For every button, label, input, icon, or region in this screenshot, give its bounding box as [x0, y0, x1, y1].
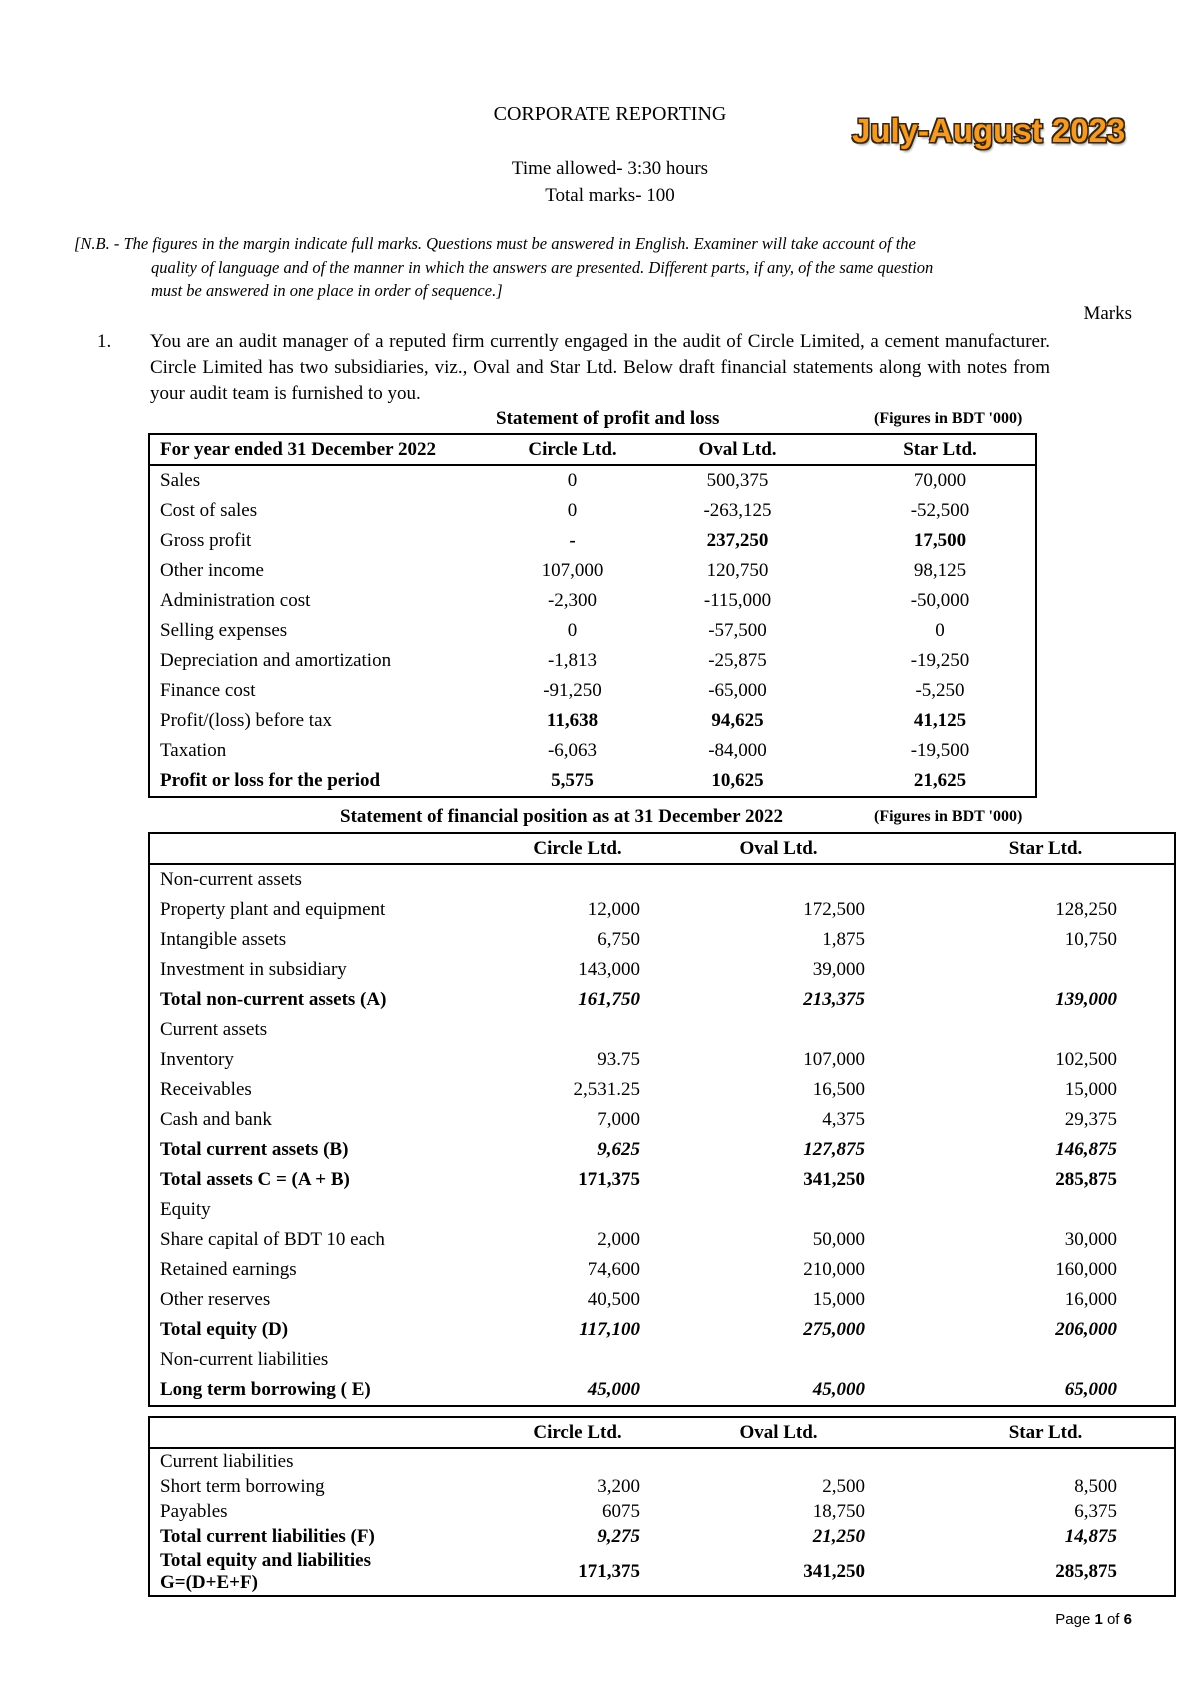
table-row — [149, 1524, 1175, 1549]
row-label: Taxation — [160, 740, 227, 761]
cell-value: -50,000 — [910, 590, 970, 611]
cell-value: 39,000 — [812, 959, 865, 980]
table-row — [149, 985, 1175, 1015]
row-label: Selling expenses — [160, 620, 288, 641]
page-total: 6 — [1123, 1611, 1132, 1628]
cell-value — [515, 1195, 640, 1225]
cell-value — [917, 1345, 1175, 1375]
table-row — [149, 706, 1036, 736]
cell-value: 0 — [567, 470, 578, 491]
cell-value: 93.75 — [597, 1049, 640, 1070]
row-label: Retained earnings — [160, 1259, 297, 1280]
cell-value — [917, 1015, 1175, 1045]
cell-value: -115,000 — [703, 590, 772, 611]
table-row — [149, 556, 1036, 586]
column-header: Star Ltd. — [917, 833, 1175, 864]
cell-value: 41,125 — [913, 710, 967, 731]
row-label: Receivables — [160, 1079, 252, 1100]
page-footer — [1055, 1611, 1132, 1628]
cell-value: -6,063 — [547, 740, 598, 761]
row-label: Short term borrowing — [160, 1475, 325, 1497]
row-label: Intangible assets — [160, 929, 287, 950]
cell-value: 10,625 — [711, 770, 764, 791]
page-prefix: Page — [1055, 1611, 1095, 1628]
cell-value: 74,600 — [587, 1259, 640, 1280]
cell-value: 17,500 — [913, 530, 967, 551]
cell-value: -1,813 — [547, 650, 598, 671]
cell-value: 285,875 — [1055, 1561, 1117, 1582]
question-text: You are an audit manager of a reputed firm currently engaged in the audit of Circle Limited, a cement manufacturer. Circle Limited has two subsidiaries, viz., Oval and Star Ltd. Below draft financial statements along with notes from your audit team is furnished to you. — [150, 331, 1050, 404]
table-row — [149, 1448, 1175, 1474]
cell-value: 6,750 — [597, 929, 640, 950]
instructions-note — [74, 232, 1134, 303]
cell-value — [515, 1015, 640, 1045]
row-label: Profit/(loss) before tax — [160, 710, 333, 731]
row-label: Current liabilities — [160, 1450, 294, 1472]
note-line-1: [N.B. - The figures in the margin indicate full marks. Questions must be answered in English. Examiner will take account of the — [74, 234, 916, 253]
cell-value — [640, 1448, 917, 1474]
cell-value: -65,000 — [708, 680, 767, 701]
table-row — [149, 1225, 1175, 1255]
row-label: Depreciation and amortization — [160, 650, 392, 671]
table-row — [149, 1105, 1175, 1135]
table-row — [149, 1195, 1175, 1225]
cell-value: 213,375 — [803, 989, 865, 1010]
row-label: Investment in subsidiary — [160, 959, 347, 980]
row-label: Current assets — [160, 1019, 268, 1040]
row-label: Total current assets (B) — [160, 1139, 349, 1160]
cell-value: 117,100 — [579, 1319, 640, 1340]
cell-value — [515, 1448, 640, 1474]
cell-value — [640, 864, 917, 895]
table-row — [149, 766, 1036, 797]
table-row — [149, 1375, 1175, 1406]
cell-value: 65,000 — [1064, 1379, 1117, 1400]
cell-value — [515, 864, 640, 895]
row-label: Inventory — [160, 1049, 234, 1070]
cell-value: 45,000 — [587, 1379, 640, 1400]
row-label: Other reserves — [160, 1289, 271, 1310]
cell-value: -2,300 — [547, 590, 598, 611]
table-row — [149, 1474, 1175, 1499]
time-allowed: Time allowed- 3:30 hours — [511, 158, 709, 179]
row-label: Total equity (D) — [160, 1319, 289, 1340]
cell-value: 210,000 — [803, 1259, 865, 1280]
cell-value: 40,500 — [587, 1289, 640, 1310]
cell-value: 2,000 — [597, 1229, 640, 1250]
table-row — [149, 1315, 1175, 1345]
cell-value: -91,250 — [543, 680, 602, 701]
table-row — [149, 1285, 1175, 1315]
cell-value: 139,000 — [1055, 989, 1117, 1010]
cell-value: 70,000 — [913, 470, 967, 491]
cell-value: 29,375 — [1064, 1109, 1117, 1130]
session-badge: July-August 2023 — [852, 112, 1126, 149]
pl-caption: Statement of profit and loss — [496, 408, 720, 429]
cell-value: 21,250 — [812, 1525, 865, 1547]
row-label: Finance cost — [160, 680, 256, 701]
row-label: Administration cost — [160, 590, 311, 611]
exam-info — [0, 155, 1200, 209]
column-header: Circle Ltd. — [515, 434, 630, 465]
row-label: Cost of sales — [160, 500, 258, 521]
row-label: Payables — [160, 1500, 228, 1522]
cell-value: -263,125 — [703, 500, 772, 521]
table-header-row — [149, 833, 1175, 864]
table-row — [149, 1549, 1175, 1596]
note-line-2: quality of language and of the manner in which the answers are presented. Different parts, if any, of the same question — [151, 257, 934, 277]
table-row — [149, 526, 1036, 556]
pl-unit-note: (Figures in BDT '000) — [874, 410, 1023, 427]
cell-value: 146,875 — [1055, 1139, 1117, 1160]
cell-value: 275,000 — [803, 1319, 865, 1340]
column-header — [149, 1417, 515, 1448]
row-label: Property plant and equipment — [160, 899, 386, 920]
table-row — [149, 586, 1036, 616]
row-label: Other income — [160, 560, 264, 581]
cell-value: 206,000 — [1055, 1319, 1117, 1340]
table-row — [149, 925, 1175, 955]
cell-value: 143,000 — [578, 959, 640, 980]
cell-value: 4,375 — [822, 1109, 865, 1130]
table-row — [149, 676, 1036, 706]
column-header: Oval Ltd. — [630, 434, 845, 465]
table-row — [149, 895, 1175, 925]
row-label: Cash and bank — [160, 1109, 272, 1130]
table-row — [149, 1165, 1175, 1195]
cell-value: 107,000 — [541, 560, 604, 581]
cell-value: -57,500 — [708, 620, 767, 641]
row-label: Total non-current assets (A) — [160, 989, 387, 1010]
cell-value: 171,375 — [578, 1169, 640, 1190]
cell-value — [640, 1195, 917, 1225]
cell-value: 2,500 — [822, 1475, 865, 1497]
table-row — [149, 1135, 1175, 1165]
cell-value: 16,000 — [1064, 1289, 1117, 1310]
cell-value: 5,575 — [551, 770, 594, 791]
cell-value — [917, 955, 1175, 985]
cell-value: 341,250 — [803, 1169, 865, 1190]
cell-value: 16,500 — [812, 1079, 865, 1100]
cell-value: 15,000 — [812, 1289, 865, 1310]
column-header: Star Ltd. — [845, 434, 1036, 465]
table-row — [149, 1075, 1175, 1105]
table-row — [149, 465, 1036, 496]
table-header-row — [149, 434, 1036, 465]
page-of: of — [1102, 1611, 1124, 1628]
cell-value: 237,250 — [706, 530, 769, 551]
cell-value: -25,875 — [708, 650, 767, 671]
column-header: For year ended 31 December 2022 — [149, 434, 515, 465]
cell-value: 160,000 — [1055, 1259, 1117, 1280]
column-header: Star Ltd. — [917, 1417, 1175, 1448]
table-row — [149, 955, 1175, 985]
table-row — [149, 496, 1036, 526]
table-row — [149, 1015, 1175, 1045]
column-header: Oval Ltd. — [640, 833, 917, 864]
cell-value: 0 — [935, 620, 945, 641]
row-label: Gross profit — [160, 530, 252, 551]
cell-value: -19,250 — [910, 650, 970, 671]
question-number: 1. — [97, 331, 112, 352]
cell-value: 10,750 — [1064, 929, 1117, 950]
table-row — [149, 1499, 1175, 1524]
cell-value: 107,000 — [803, 1049, 865, 1070]
cell-value: 285,875 — [1055, 1169, 1117, 1190]
cell-value: 0 — [567, 500, 578, 521]
cell-value: -5,250 — [915, 680, 965, 701]
table-row — [149, 646, 1036, 676]
cell-value: 500,375 — [706, 470, 769, 491]
cell-value: 7,000 — [597, 1109, 640, 1130]
cell-value: 8,500 — [1074, 1475, 1117, 1497]
cell-value: 128,250 — [1055, 899, 1117, 920]
row-label: Long term borrowing ( E) — [160, 1379, 371, 1400]
cell-value: 9,275 — [597, 1525, 640, 1547]
cell-value — [640, 1015, 917, 1045]
cell-value: 6,375 — [1074, 1500, 1117, 1522]
cell-value: 9,625 — [597, 1139, 640, 1160]
cell-value — [640, 1345, 917, 1375]
row-label: Non-current liabilities — [160, 1349, 329, 1370]
cell-value: 50,000 — [812, 1229, 865, 1250]
column-header: Circle Ltd. — [515, 1417, 640, 1448]
row-label: Total assets C = (A + B) — [160, 1169, 350, 1190]
cell-value: 94,625 — [711, 710, 764, 731]
note-line-3: must be answered in one place in order of sequence.] — [151, 281, 503, 300]
row-label: Profit or loss for the period — [160, 770, 381, 791]
cell-value: 12,000 — [587, 899, 640, 920]
cell-value: 161,750 — [578, 989, 640, 1010]
cell-value: -52,500 — [910, 500, 970, 521]
cell-value: - — [569, 530, 576, 551]
cell-value: 45,000 — [812, 1379, 865, 1400]
total-marks: Total marks- 100 — [545, 185, 675, 206]
table-row — [149, 864, 1175, 895]
cell-value: 127,875 — [803, 1139, 865, 1160]
cell-value: 171,375 — [578, 1561, 640, 1582]
bs-unit-note: (Figures in BDT '000) — [874, 808, 1023, 825]
cell-value: 11,638 — [546, 710, 599, 731]
current-liabilities-table — [148, 1416, 1176, 1597]
financial-position-table — [148, 832, 1176, 1407]
cell-value: 18,750 — [812, 1500, 865, 1522]
cell-value: 30,000 — [1064, 1229, 1117, 1250]
table-header-row — [149, 1417, 1175, 1448]
row-label: Sales — [160, 470, 201, 491]
row-label: Non-current assets — [160, 869, 302, 890]
cell-value: 2,531.25 — [573, 1079, 640, 1100]
column-header — [149, 833, 515, 864]
cell-value: 102,500 — [1055, 1049, 1117, 1070]
cell-value: 6075 — [602, 1500, 640, 1522]
table-row — [149, 1255, 1175, 1285]
row-label: Total equity and liabilities G=(D+E+F) — [160, 1550, 371, 1593]
cell-value: -84,000 — [708, 740, 767, 761]
table-row — [149, 616, 1036, 646]
cell-value — [917, 1448, 1175, 1474]
profit-loss-table — [148, 433, 1037, 798]
cell-value: -19,500 — [910, 740, 970, 761]
row-label: Total current liabilities (F) — [160, 1525, 375, 1547]
bs-caption: Statement of financial position as at 31 December 2022 — [340, 806, 783, 827]
table-row — [149, 1345, 1175, 1375]
cell-value: 341,250 — [803, 1561, 865, 1582]
cell-value — [917, 864, 1175, 895]
cell-value: 14,875 — [1064, 1525, 1117, 1547]
cell-value: 0 — [567, 620, 578, 641]
cell-value — [917, 1195, 1175, 1225]
cell-value — [515, 1345, 640, 1375]
cell-value: 120,750 — [706, 560, 769, 581]
row-label: Share capital of BDT 10 each — [160, 1229, 385, 1250]
page-title: CORPORATE REPORTING — [493, 103, 727, 125]
cell-value: 21,625 — [913, 770, 967, 791]
cell-value: 3,200 — [597, 1475, 640, 1497]
table-row — [149, 736, 1036, 766]
page-number: 1 — [1094, 1611, 1103, 1628]
marks-column-label: Marks — [1083, 303, 1132, 324]
cell-value: 98,125 — [913, 560, 967, 581]
table-row — [149, 1045, 1175, 1075]
row-label: Equity — [160, 1199, 211, 1220]
cell-value: 15,000 — [1064, 1079, 1117, 1100]
column-header: Oval Ltd. — [640, 1417, 917, 1448]
column-header: Circle Ltd. — [515, 833, 640, 864]
cell-value: 172,500 — [803, 899, 865, 920]
cell-value: 1,875 — [822, 929, 865, 950]
